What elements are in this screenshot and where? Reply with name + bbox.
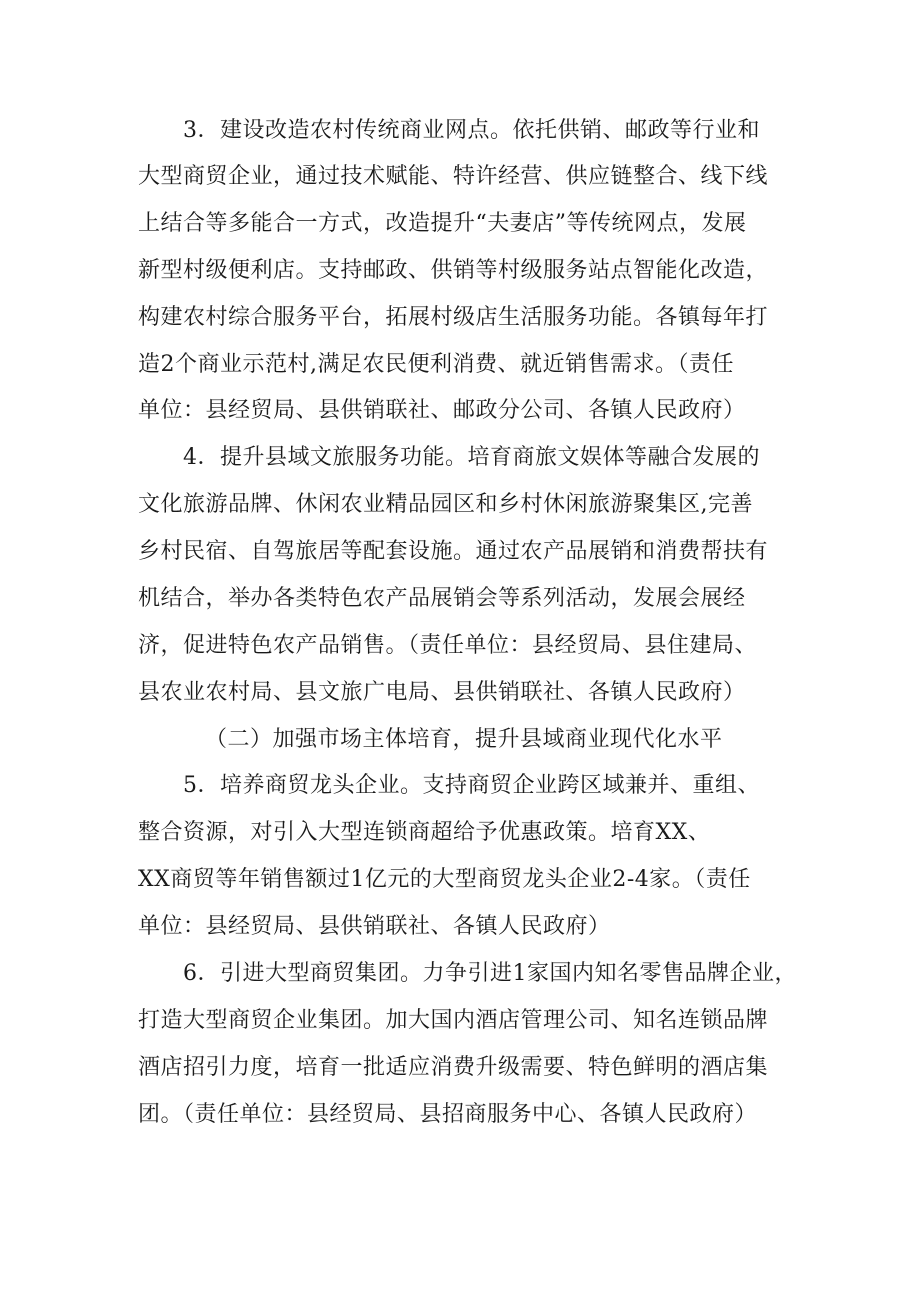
paragraph-3-line-1: 3．建设改造农村传统商业网点。依托供销、邮政等行业和 <box>183 118 760 143</box>
paragraph-3-line-7: 单位：县经贸局、县供销联社、邮政分公司、各镇人民政府） <box>138 398 746 423</box>
paragraph-4-line-4: 机结合，举办各类特色农产品展销会等系列活动，发展会展经 <box>138 586 746 611</box>
section-heading-2: （二）加强市场主体培育，提升县域商业现代化水平 <box>205 727 723 752</box>
paragraph-3-line-5: 构建农村综合服务平台，拓展村级店生活服务功能。各镇每年打 <box>138 305 769 330</box>
paragraph-5-line-1: 5．培养商贸龙头企业。支持商贸企业跨区域兼并、重组、 <box>183 773 760 798</box>
paragraph-4-line-5: 济，促进特色农产品销售。（责任单位：县经贸局、县住建局、 <box>138 633 758 658</box>
paragraph-5-line-4: 单位：县经贸局、县供销联社、各镇人民政府） <box>138 914 611 939</box>
paragraph-3-line-3: 上结合等多能合一方式，改造提升“夫妻店”等传统网点，发展 <box>138 211 747 236</box>
paragraph-4-line-3: 乡村民宿、自驾旅居等配套设施。通过农产品展销和消费帮扶有 <box>138 539 769 564</box>
paragraph-3-line-4: 新型村级便利店。支持邮政、供销等村级服务站点智能化改造， <box>138 258 769 283</box>
paragraph-3-line-6: 造2个商业示范村,满足农民便利消费、就近销售需求。（责任 <box>138 352 734 377</box>
paragraph-4-line-1: 4．提升县域文旅服务功能。培育商旅文娱体等融合发展的 <box>183 445 760 470</box>
paragraph-5-line-3: XX商贸等年销售额过1亿元的大型商贸龙头企业2-4家。（责任 <box>138 867 751 892</box>
paragraph-3-line-2: 大型商贸企业，通过技术赋能、特许经营、供应链整合、线下线 <box>138 164 769 189</box>
paragraph-4-line-6: 县农业农村局、县文旅广电局、县供销联社、各镇人民政府） <box>138 680 746 705</box>
paragraph-6-line-1: 6．引进大型商贸集团。力争引进1家国内知名零售品牌企业， <box>183 961 797 986</box>
paragraph-6-line-2: 打造大型商贸企业集团。加大国内酒店管理公司、知名连锁品牌 <box>138 1008 769 1033</box>
paragraph-6-line-4: 团。（责任单位：县经贸局、县招商服务中心、各镇人民政府） <box>138 1102 758 1127</box>
paragraph-6-line-3: 酒店招引力度，培育一批适应消费升级需要、特色鲜明的酒店集 <box>138 1055 769 1080</box>
paragraph-5-line-2: 整合资源，对引入大型连锁商超给予优惠政策。培育XX、 <box>138 820 711 845</box>
paragraph-4-line-2: 文化旅游品牌、休闲农业精品园区和乡村休闲旅游聚集区,完善 <box>138 492 753 517</box>
